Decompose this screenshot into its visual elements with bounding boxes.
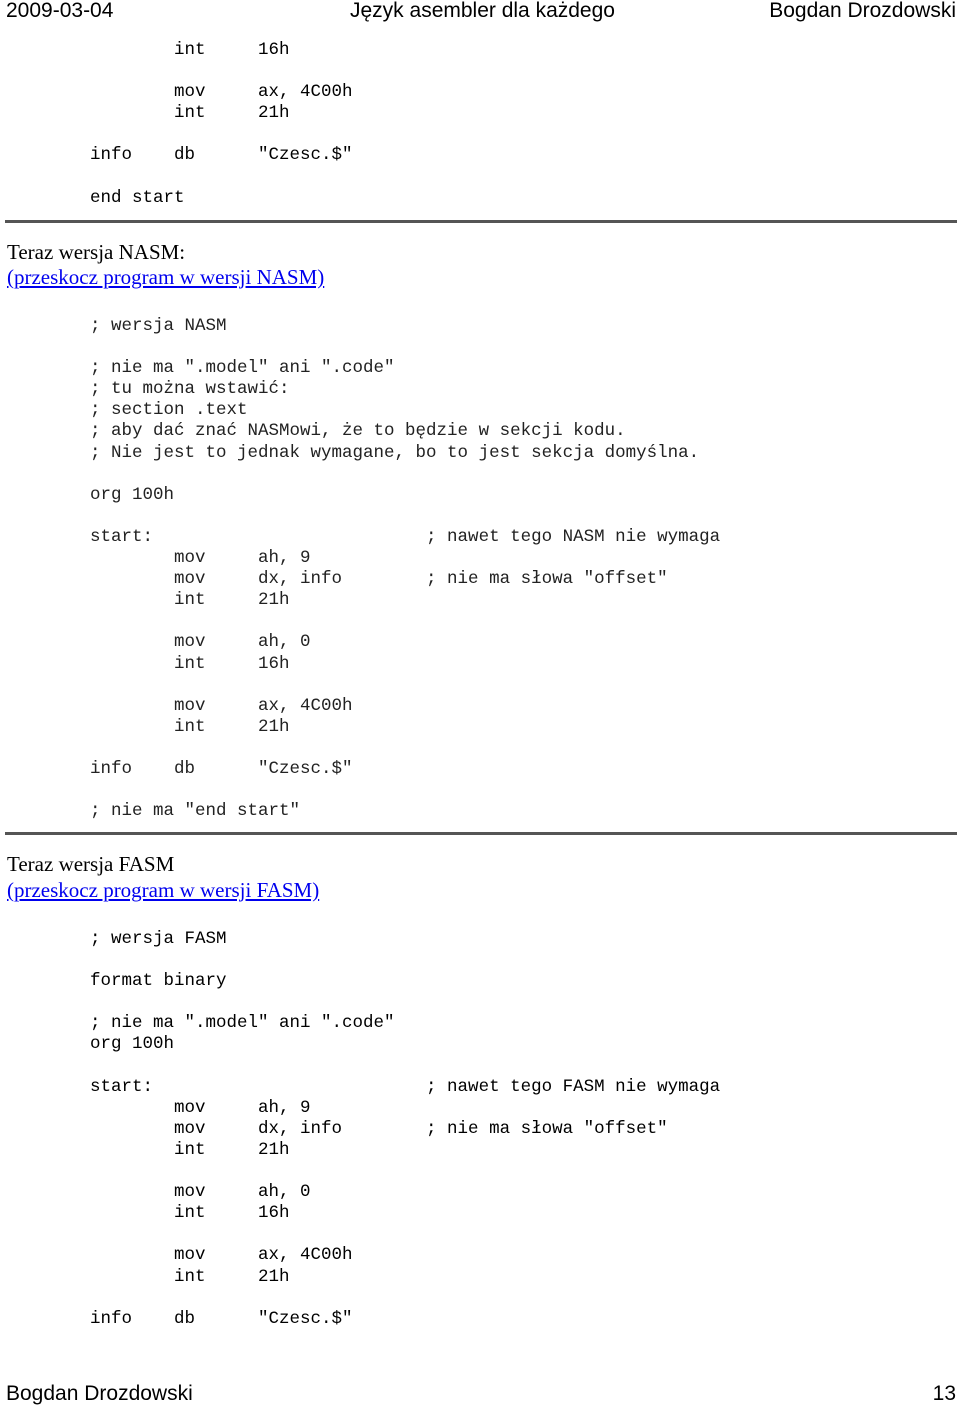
skip-fasm-link[interactable]: (przeskocz program w wersji FASM) [7, 878, 320, 902]
section-divider [5, 832, 957, 835]
fasm-heading: Teraz wersja FASM [7, 852, 175, 876]
page-number: 13 [932, 1382, 956, 1405]
header-title: Język asembler dla każdego [350, 0, 615, 22]
page-footer [6, 1382, 956, 1406]
page-header [6, 0, 956, 22]
header-date: 2009-03-04 [6, 0, 114, 22]
section-divider [5, 220, 957, 223]
footer-author: Bogdan Drozdowski [6, 1382, 193, 1405]
skip-nasm-link[interactable]: (przeskocz program w wersji NASM) [7, 265, 325, 289]
nasm-heading: Teraz wersja NASM: [7, 240, 186, 264]
tasm-code-tail: int 16h mov ax, 4C00h int 21h info db "Czesc.$" end start [90, 40, 353, 208]
fasm-code-block: ; wersja FASM format binary ; nie ma ".model" ani ".code" org 100h start: ; nawet tego FASM nie wymaga mov ah, 9 mov dx, info ; nie ma słowa "offset" int 21h mov ah, 0 int 16h mov ax, 4C00h int 21h info db "Czesc.$" [90, 929, 721, 1329]
nasm-code-block: ; wersja NASM ; nie ma ".model" ani ".code" ; tu można wstawić: ; section .text ; aby dać znać NASMowi, że to będzie w sekcji kodu. ; Nie jest to jednak wymagane, bo to jest sekcja domyślna. org 100h start: ; nawet tego NASM nie wymaga mov ah, 9 mov dx, info ; nie ma słowa "offset" int 21h mov ah, 0 int 16h mov ax, 4C00h int 21h info db "Czesc.$" ; nie ma "end start" [90, 316, 721, 822]
header-author: Bogdan Drozdowski [769, 0, 956, 22]
